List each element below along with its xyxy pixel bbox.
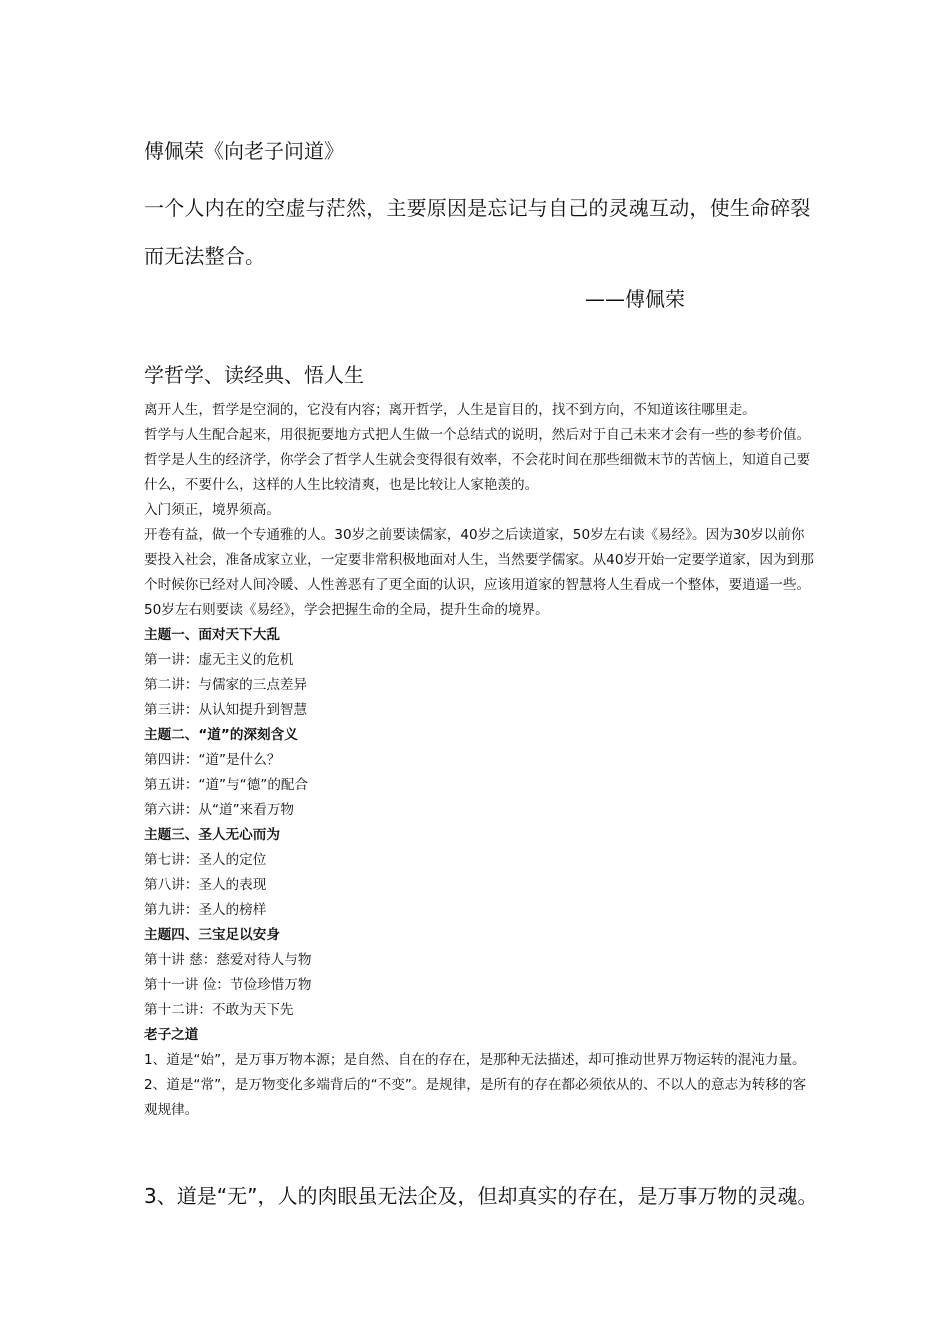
lecture-item: 第六讲：从“道”来看万物 bbox=[144, 802, 295, 818]
paragraph: 哲学与人生配合起来，用很扼要地方式把人生做一个总结式的说明，然后对于自己未来才会有一些的参考价值。 bbox=[144, 427, 811, 443]
lecture-item: 第八讲：圣人的表现 bbox=[144, 877, 267, 893]
document-title: 傅佩荣《向老子问道》 bbox=[144, 139, 344, 163]
lecture-item: 第九讲：圣人的榜样 bbox=[144, 902, 267, 918]
section-heading: 学哲学、读经典、悟人生 bbox=[144, 363, 364, 387]
body-text bbox=[144, 398, 814, 1123]
laozi-point-final: 3、道是“无”，人的肉眼虽无法企及，但却真实的存在，是万事万物的灵魂。 bbox=[144, 1184, 818, 1208]
laozi-point: 1、道是“始”，是万事万物本源；是自然、自在的存在，是那种无法描述，却可推动世界万物运转的混沌力量。 bbox=[144, 1052, 806, 1068]
paragraph: 离开人生，哲学是空洞的，它没有内容；离开哲学，人生是盲目的，找不到方向，不知道该往哪里走。 bbox=[144, 402, 756, 418]
topic-heading: 主题二、“道”的深刻含义 bbox=[144, 727, 298, 743]
opening-quote: 一个人内在的空虚与茫然，主要原因是忘记与自己的灵魂互动，使生命碎裂而无法整合。 bbox=[144, 196, 811, 268]
lecture-item: 第四讲：“道”是什么？ bbox=[144, 752, 281, 768]
paragraph: 哲学是人生的经济学，你学会了哲学人生就会变得很有效率，不会花时间在那些细微末节的苦恼上，知道自己要什么，不要什么，这样的人生比较清爽，也是比较让人家艳羡的。 bbox=[144, 452, 811, 493]
paragraph: 入门须正，境界须高。 bbox=[144, 502, 280, 518]
lecture-item: 第十讲 慈：慈爱对待人与物 bbox=[144, 952, 312, 968]
lecture-item: 第十一讲 俭：节俭珍惜万物 bbox=[144, 977, 312, 993]
topic-heading: 主题一、面对天下大乱 bbox=[144, 627, 280, 643]
quote-author: ——傅佩荣 bbox=[585, 287, 685, 311]
lecture-item: 第五讲：“道”与“德”的配合 bbox=[144, 777, 309, 793]
lecture-item: 第一讲：虚无主义的危机 bbox=[144, 652, 294, 668]
laozi-point: 2、道是“常”，是万物变化多端背后的“不变”。是规律，是所有的存在都必须依从的、不以人的意志为转移的客观规律。 bbox=[144, 1077, 807, 1118]
lecture-item: 第十二讲：不敢为天下先 bbox=[144, 1002, 294, 1018]
laozi-heading: 老子之道 bbox=[144, 1027, 199, 1043]
topic-heading: 主题四、三宝足以安身 bbox=[144, 927, 280, 943]
lecture-item: 第七讲：圣人的定位 bbox=[144, 852, 267, 868]
paragraph: 开卷有益，做一个专通雅的人。30岁之前要读儒家，40岁之后读道家，50岁左右读《易经》。因为30岁以前你要投入社会，准备成家立业，一定要非常积极地面对人生，当然要学儒家。从40岁开始一定要学道家，因为到那个时候你已经对人间冷暖、人性善恶有了更全面的认识，应该用道家的智慧将人生看成一个整体，要逍遥一些。50岁左右则要读《易经》，学会把握生命的全局，提升生命的境界。 bbox=[144, 527, 814, 618]
topic-heading: 主题三、圣人无心而为 bbox=[144, 827, 280, 843]
lecture-item: 第三讲：从认知提升到智慧 bbox=[144, 702, 308, 718]
lecture-item: 第二讲：与儒家的三点差异 bbox=[144, 677, 308, 693]
